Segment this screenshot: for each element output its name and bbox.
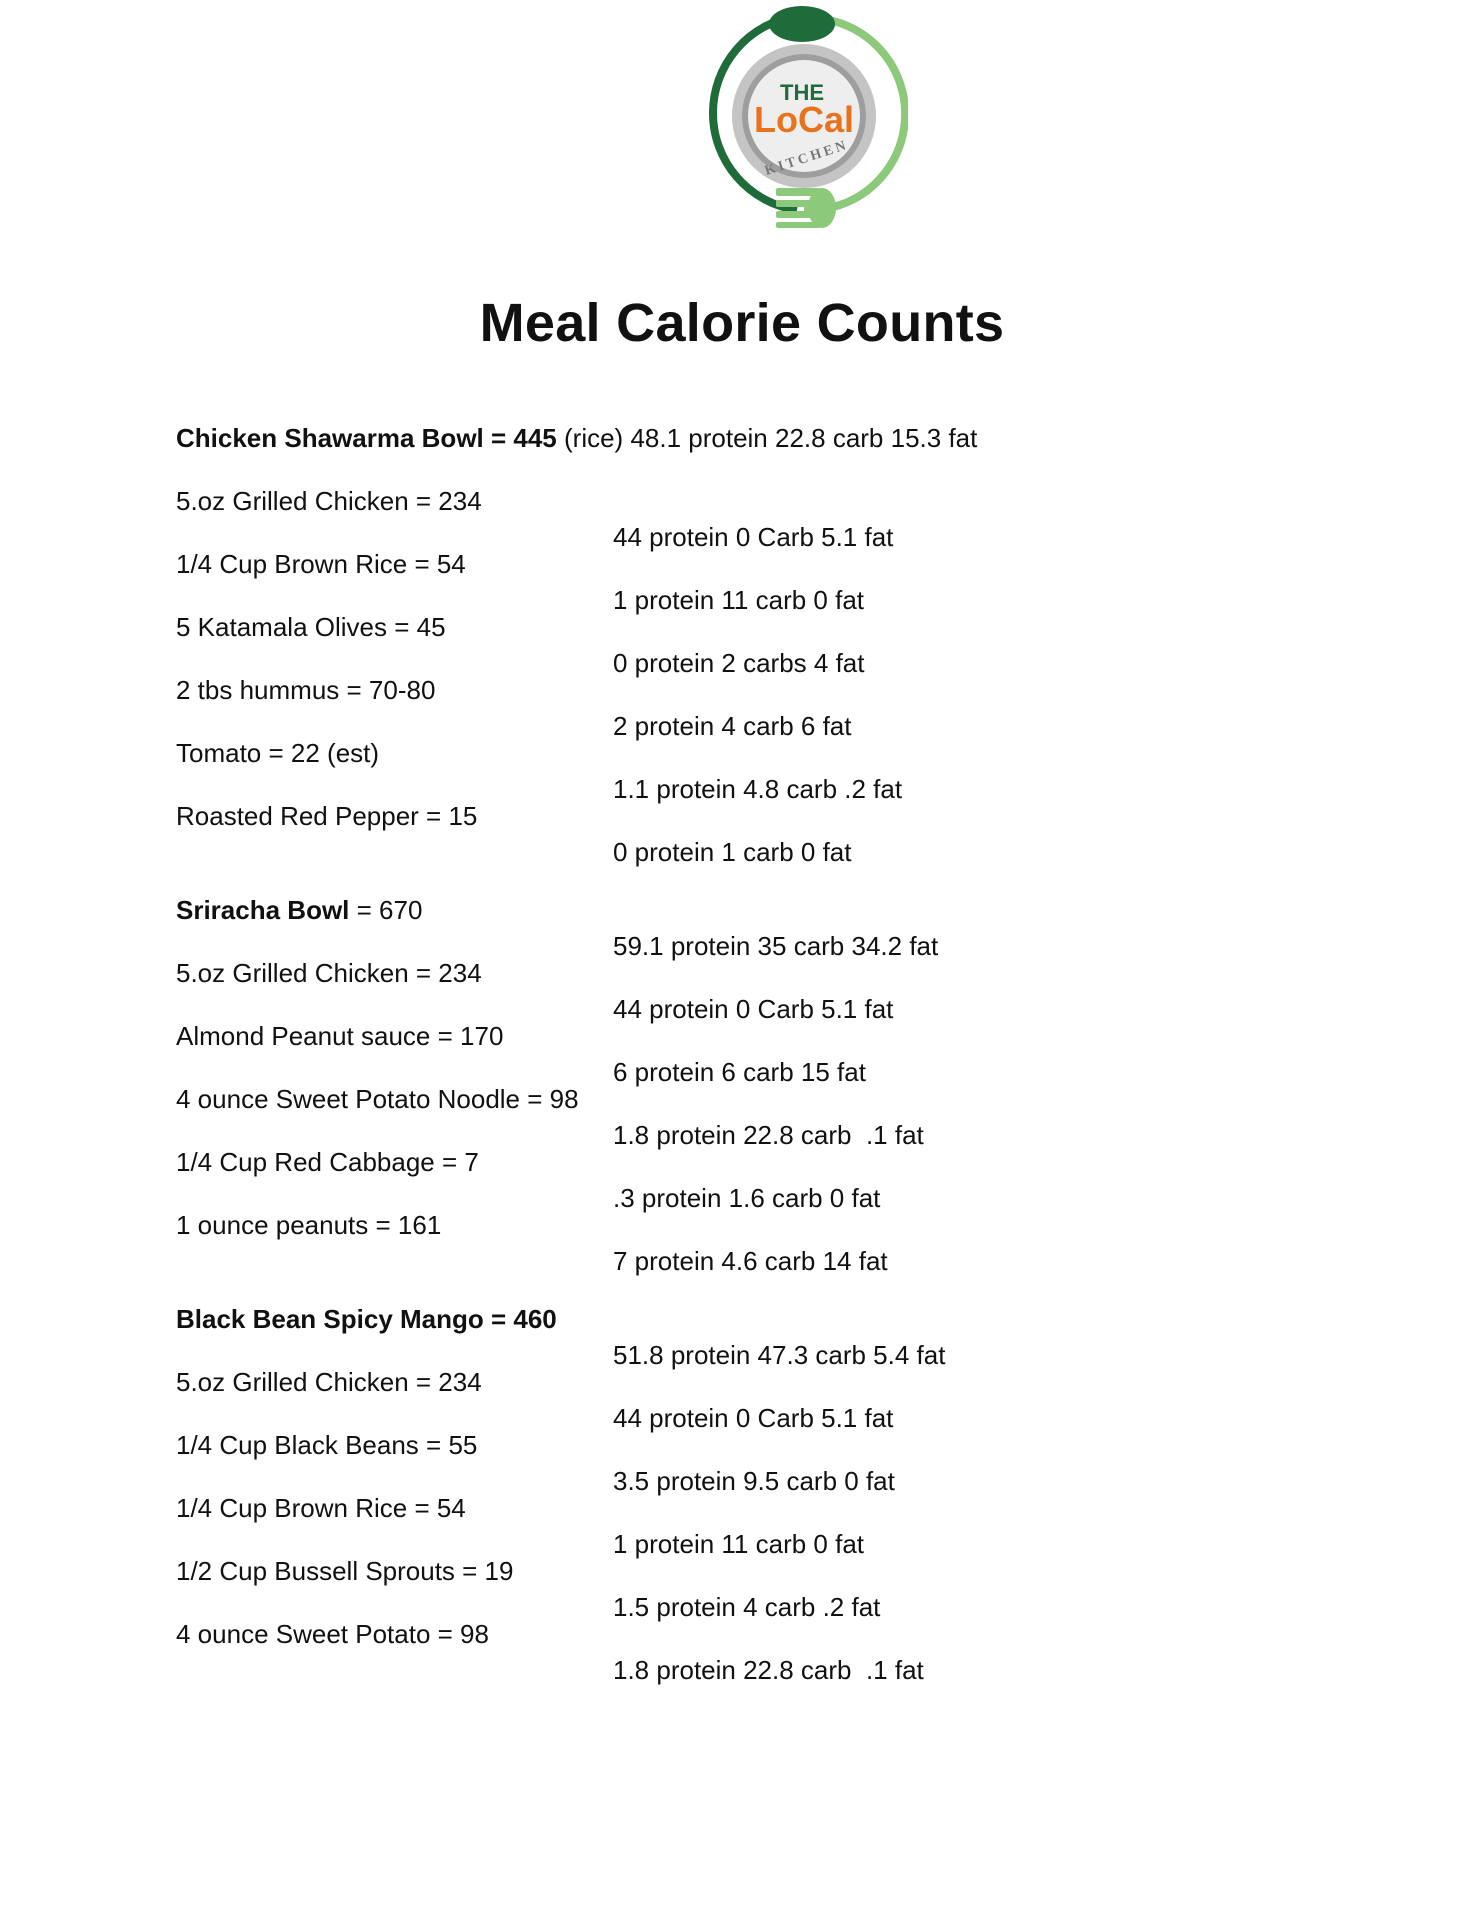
meal-name: Chicken Shawarma Bowl = 445 [176, 423, 557, 453]
meal-macros: 51.8 protein 47.3 carb 5.4 fat [613, 1340, 946, 1370]
ingredient-macros: 3.5 protein 9.5 carb 0 fat [613, 1466, 895, 1496]
meal-macros: 59.1 protein 35 carb 34.2 fat [613, 931, 939, 961]
ingredient-name: 5.oz Grilled Chicken = 234 [176, 1367, 482, 1397]
ingredient-macros: 1.8 protein 22.8 carb .1 fat [613, 1655, 924, 1685]
ingredient-macros: 1.8 protein 22.8 carb .1 fat [613, 1120, 924, 1150]
ingredient-macros: 44 protein 0 Carb 5.1 fat [613, 1403, 894, 1433]
meal-header-sriracha-bowl [176, 856, 939, 961]
ingredient-macros: 0 protein 1 carb 0 fat [613, 837, 852, 867]
ingredient-name: 1/2 Cup Bussell Sprouts = 19 [176, 1556, 514, 1586]
ingredient-name: 1/4 Cup Black Beans = 55 [176, 1430, 478, 1460]
ingredient-name: 5 Katamala Olives = 45 [176, 612, 446, 642]
ingredient-macros: 0 protein 2 carbs 4 fat [613, 648, 865, 678]
ingredient-name: 2 tbs hummus = 70-80 [176, 675, 436, 705]
ingredient-name: 1 ounce peanuts = 161 [176, 1210, 442, 1240]
ingredient-name: 4 ounce Sweet Potato = 98 [176, 1619, 489, 1649]
ingredient-name: 4 ounce Sweet Potato Noodle = 98 [176, 1084, 579, 1114]
ingredient-name: 1/4 Cup Red Cabbage = 7 [176, 1147, 479, 1177]
ingredient-macros: 1 protein 11 carb 0 fat [613, 1529, 865, 1559]
ingredient-macros: 1.1 protein 4.8 carb .2 fat [613, 774, 903, 804]
ingredient-macros: 1.5 protein 4 carb .2 fat [613, 1592, 881, 1622]
ingredient-macros: 1 protein 11 carb 0 fat [613, 585, 865, 615]
ingredient-name: Roasted Red Pepper = 15 [176, 801, 478, 831]
ingredient-row [176, 447, 894, 552]
ingredient-macros: 2 protein 4 carb 6 fat [613, 711, 852, 741]
locai-kitchen-logo [694, 4, 908, 230]
ingredient-name: Tomato = 22 (est) [176, 738, 380, 768]
page-title: Meal Calorie Counts [479, 293, 1005, 353]
ingredient-macros: .3 protein 1.6 carb 0 fat [613, 1183, 881, 1213]
meal-header-line [176, 420, 977, 456]
meal-calories: = 670 [349, 895, 423, 925]
meal-header-black-bean-spicy-mango [176, 1265, 946, 1370]
meal-name: Sriracha Bowl [176, 895, 350, 925]
meal-header-chicken-shawarma [176, 384, 978, 453]
meal-header-line [176, 892, 422, 928]
ingredient-name: 1/4 Cup Brown Rice = 54 [176, 1493, 466, 1523]
ingredient-macros: 6 protein 6 carb 15 fat [613, 1057, 866, 1087]
meal-summary: (rice) 48.1 protein 22.8 carb 15.3 fat [556, 423, 978, 453]
ingredient-name: Almond Peanut sauce = 170 [176, 1021, 504, 1051]
ingredient-name: 5.oz Grilled Chicken = 234 [176, 486, 482, 516]
logo-text-local: LoCal [753, 99, 855, 140]
ingredient-name: 1/4 Cup Brown Rice = 54 [176, 549, 466, 579]
ingredient-macros: 7 protein 4.6 carb 14 fat [613, 1246, 888, 1276]
ingredient-macros: 44 protein 0 Carb 5.1 fat [613, 522, 894, 552]
ingredient-macros: 44 protein 0 Carb 5.1 fat [613, 994, 894, 1024]
logo-text-the: THE [780, 80, 824, 105]
meal-name: Black Bean Spicy Mango = 460 [176, 1304, 557, 1334]
logo-text-kitchen: KITCHEN [763, 137, 851, 179]
ingredient-name: 5.oz Grilled Chicken = 234 [176, 958, 482, 988]
